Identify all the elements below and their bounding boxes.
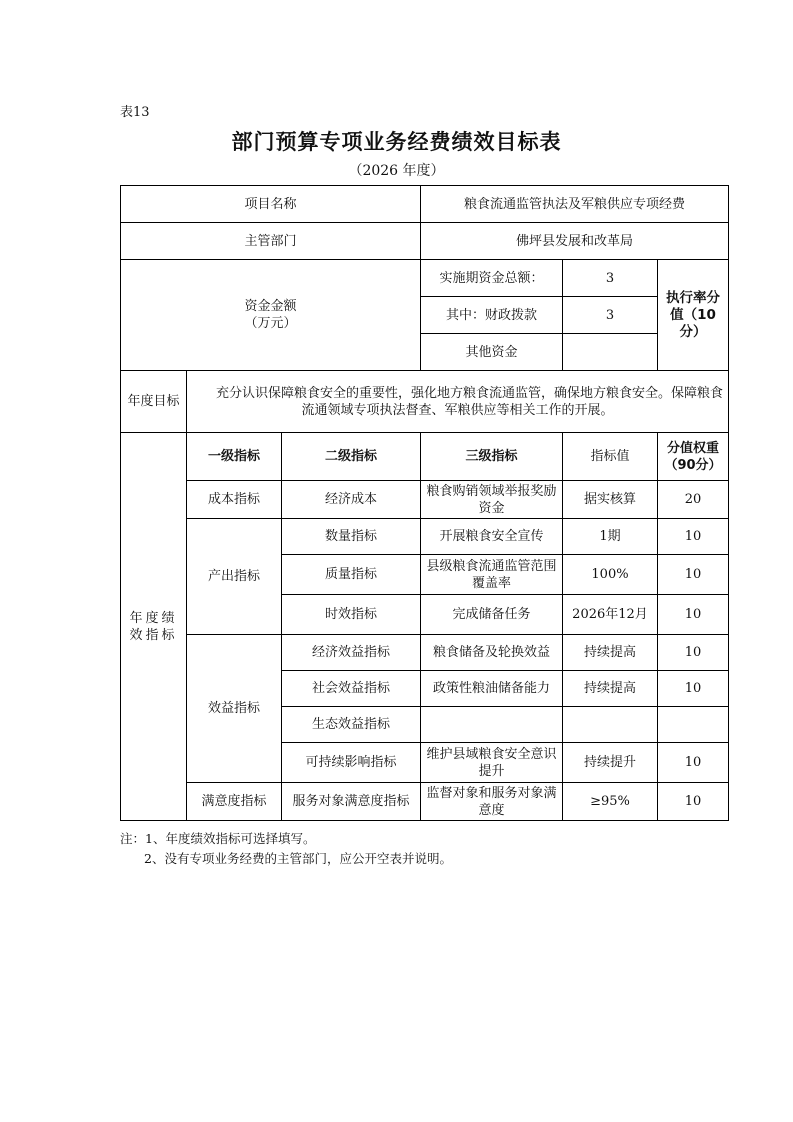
performance-target-table [120,185,729,821]
header-level1: 一级指标 [187,433,282,481]
indicator-value: 100% [563,555,658,595]
funds-label-cell [121,260,421,371]
level3-cell: 粮食购销领域举报奖励资金 [421,481,563,519]
funds-total-value: 3 [563,260,658,297]
annual-goal-cell [187,371,729,433]
level2-cell: 经济成本 [282,481,421,519]
funds-finance-label: 其中：财政拨款 [421,297,563,334]
level3-cell: 县级粮食流通监管范围覆盖率 [421,555,563,595]
header-level3: 三级指标 [421,433,563,481]
level2-cell: 数量指标 [282,519,421,555]
header-level2: 二级指标 [282,433,421,481]
indicator-header-row [121,433,729,481]
annual-indicators-label: 年度绩效指标 [121,433,187,821]
funds-other-label: 其他资金 [421,334,563,371]
indicator-weight: 10 [658,595,729,635]
indicator-weight: 10 [658,743,729,783]
execution-rate-score: 执行率分值（10分） [658,260,729,371]
annual-goal-row [121,371,729,433]
indicator-weight: 10 [658,519,729,555]
level2-cell: 生态效益指标 [282,707,421,743]
indicator-value: 持续提高 [563,635,658,671]
page-title: 部门预算专项业务经费绩效目标表 [231,130,562,154]
level3-cell: 开展粮食安全宣传 [421,519,563,555]
level2-cell: 经济效益指标 [282,635,421,671]
fiscal-year: （2026 年度） [348,163,445,179]
indicator-value: 1期 [563,519,658,555]
level2-cell: 服务对象满意度指标 [282,783,421,821]
indicator-weight: 20 [658,481,729,519]
funds-label: 资金金额 [244,299,297,314]
indicator-value: 持续提高 [563,671,658,707]
level1-satisfaction: 满意度指标 [187,783,282,821]
table-row [121,783,729,821]
indicator-value: 持续提升 [563,743,658,783]
level2-cell: 质量指标 [282,555,421,595]
project-name-label: 项目名称 [121,186,421,223]
header-weight: 分值权重（90分） [658,433,729,481]
level3-cell: 监督对象和服务对象满意度 [421,783,563,821]
table-number: 表13 [120,105,150,120]
table-row [121,481,729,519]
funds-total-row [121,260,729,297]
level3-cell: 政策性粮油储备能力 [421,671,563,707]
level2-cell: 可持续影响指标 [282,743,421,783]
level3-cell: 粮食储备及轮换效益 [421,635,563,671]
table-row [121,519,729,555]
table-row [121,635,729,671]
level3-cell [421,707,563,743]
project-name-row [121,186,729,223]
funds-finance-value: 3 [563,297,658,334]
note-1: 注：1、年度绩效指标可选择填写。 [120,831,316,846]
indicator-weight: 10 [658,671,729,707]
department-label: 主管部门 [121,223,421,260]
footnotes [120,829,452,869]
level2-cell: 时效指标 [282,595,421,635]
funds-total-label: 实施期资金总额： [421,260,563,297]
header-value: 指标值 [563,433,658,481]
indicator-weight: 10 [658,635,729,671]
note-2: 2、没有专项业务经费的主管部门，应公开空表并说明。 [144,851,452,866]
funds-other-value [563,334,658,371]
annual-goal-label: 年度目标 [121,371,187,433]
funds-unit: （万元） [244,316,297,331]
level1-benefit: 效益指标 [187,635,282,783]
indicator-weight: 10 [658,555,729,595]
level3-cell: 维护县域粮食安全意识提升 [421,743,563,783]
indicator-value: ≥95% [563,783,658,821]
indicator-value [563,707,658,743]
annual-goal-text: 充分认识保障粮食安全的重要性，强化地方粮食流通监管，确保地方粮食安全。保障粮食流通领域专项执法督查、军粮供应等相关工作的开展。 [216,385,724,418]
indicator-weight [658,707,729,743]
department-value: 佛坪县发展和改革局 [421,223,729,260]
level1-output: 产出指标 [187,519,282,635]
level1-cost: 成本指标 [187,481,282,519]
department-row [121,223,729,260]
level2-cell: 社会效益指标 [282,671,421,707]
project-name-value: 粮食流通监管执法及军粮供应专项经费 [421,186,729,223]
indicator-value: 据实核算 [563,481,658,519]
indicator-value: 2026年12月 [563,595,658,635]
indicator-weight: 10 [658,783,729,821]
level3-cell: 完成储备任务 [421,595,563,635]
